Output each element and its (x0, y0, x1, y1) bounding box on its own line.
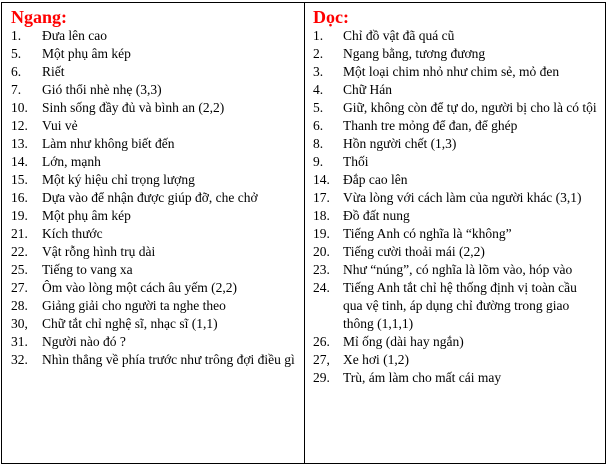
down-clue (313, 171, 599, 189)
clue-text: Đắp cao lên (343, 172, 408, 187)
clue-text: Một ký hiệu chỉ trọng lượng (42, 172, 195, 187)
down-clue (313, 45, 599, 63)
down-clue (313, 27, 599, 45)
clue-text: Giữ, không còn để tự do, người bị cho là có tội (343, 100, 597, 115)
clue-number: 12. (11, 118, 28, 133)
across-heading: Ngang: (11, 7, 68, 27)
clue-text: Nhìn thẳng về phía trước như trông đợi điều gì (42, 352, 295, 367)
clue-number: 26. (313, 334, 330, 349)
down-clue (313, 207, 599, 225)
clue-text: Ôm vào lòng một cách âu yếm (2,2) (42, 280, 237, 295)
down-clue (313, 261, 599, 279)
down-clue-list (313, 27, 599, 387)
clue-text: Chữ tắt chỉ nghệ sĩ, nhạc sĩ (1,1) (42, 316, 218, 331)
clue-number: 6. (11, 64, 22, 79)
clue-number: 31. (11, 334, 28, 349)
down-clue (313, 63, 599, 81)
across-clue (11, 171, 300, 189)
clue-number: 13. (11, 136, 28, 151)
across-clue (11, 189, 300, 207)
clue-number: 20. (313, 244, 330, 259)
down-clue (313, 153, 599, 171)
across-clue (11, 351, 300, 369)
clue-number: 10. (11, 100, 28, 115)
clue-text: Thanh tre mỏng để đan, để ghép (343, 118, 518, 133)
clue-text: Một loại chim nhỏ như chim sẻ, mỏ đen (343, 64, 560, 79)
clue-text: Tiếng cười thoải mái (2,2) (343, 244, 485, 259)
clue-text: Một phụ âm kép (42, 208, 131, 223)
clue-number: 15. (11, 172, 28, 187)
clue-number: 17. (313, 190, 330, 205)
clue-text: Vui vẻ (42, 118, 78, 133)
down-clue (313, 99, 599, 117)
clue-number: 18. (313, 208, 330, 223)
clue-text: Riết (42, 64, 65, 79)
clue-text: Làm như không biết đến (42, 136, 175, 151)
across-clue (11, 225, 300, 243)
across-clue (11, 27, 300, 45)
down-clue (313, 117, 599, 135)
clue-text: Giảng giải cho người ta nghe theo (42, 298, 226, 313)
clue-text: Đưa lên cao (42, 28, 108, 43)
down-clue (313, 135, 599, 153)
clue-number: 22. (11, 244, 28, 259)
clue-text: Thối (343, 154, 369, 169)
across-clue (11, 153, 300, 171)
clue-number: 25. (11, 262, 28, 277)
clue-number: 27. (11, 280, 28, 295)
clue-number: 9. (313, 154, 324, 169)
clue-text: Ngang bằng, tương đương (343, 46, 486, 61)
across-column (2, 3, 305, 463)
down-clue (313, 81, 599, 99)
clue-number: 4. (313, 82, 324, 97)
clue-number: 6. (313, 118, 324, 133)
clue-number: 1. (11, 28, 22, 43)
across-clue (11, 135, 300, 153)
across-clue (11, 297, 300, 315)
clue-text: Chỉ đồ vật đã quá cũ (343, 28, 455, 43)
across-clue (11, 315, 300, 333)
clue-number: 1. (313, 28, 324, 43)
clue-number: 14. (313, 172, 330, 187)
clue-text: Lớn, mạnh (42, 154, 101, 169)
down-clue (313, 369, 599, 387)
clue-text: Chữ Hán (343, 82, 392, 97)
clue-text: Sinh sống đầy đủ và bình an (2,2) (42, 100, 225, 115)
clue-text: Dựa vào để nhận được giúp đỡ, che chở (42, 190, 258, 205)
clue-text: Như “núng”, có nghĩa là lõm vào, hóp vào (343, 262, 573, 277)
across-clue (11, 243, 300, 261)
clue-number: 24. (313, 280, 330, 295)
clue-text: Vừa lòng với cách làm của người khác (3,1) (343, 190, 582, 205)
clue-text: Một phụ âm kép (42, 46, 131, 61)
clue-text: Hồn người chết (1,3) (343, 136, 457, 151)
clue-number: 32. (11, 352, 28, 367)
clue-number: 19. (313, 226, 330, 241)
clue-table (1, 2, 606, 464)
clue-text: Đồ đất nung (343, 208, 410, 223)
clue-text: Tiếng to vang xa (42, 262, 133, 277)
clue-text: Trù, ám làm cho mất cái may (343, 370, 502, 385)
down-clue (313, 243, 599, 261)
down-column (305, 3, 605, 463)
down-heading: Dọc: (313, 7, 349, 27)
clue-number: 8. (313, 136, 324, 151)
clue-number: 27, (313, 352, 330, 367)
down-clue (313, 351, 599, 369)
clue-text: Xe hơi (1,2) (343, 352, 409, 367)
across-clue (11, 207, 300, 225)
clue-number: 19. (11, 208, 28, 223)
clue-number: 29. (313, 370, 330, 385)
across-clue-list (11, 27, 300, 369)
clue-text: Người nào đó ? (42, 334, 126, 349)
across-clue (11, 261, 300, 279)
across-clue (11, 117, 300, 135)
down-clue (313, 333, 599, 351)
across-clue (11, 63, 300, 81)
clue-number: 2. (313, 46, 324, 61)
clue-number: 21. (11, 226, 28, 241)
across-clue (11, 279, 300, 297)
clue-text: Vật rỗng hình trụ dài (42, 244, 156, 259)
clue-text: Gió thổi nhè nhẹ (3,3) (42, 82, 162, 97)
across-clue (11, 99, 300, 117)
down-clue (313, 279, 599, 333)
down-clue (313, 189, 599, 207)
across-clue (11, 45, 300, 63)
clue-number: 3. (313, 64, 324, 79)
clue-number: 23. (313, 262, 330, 277)
down-clue (313, 225, 599, 243)
clue-text: Tiếng Anh tắt chỉ hệ thống định vị toàn cầu qua vệ tinh, áp dụng chỉ đường trong giao thông (1,1,1) (343, 280, 577, 331)
clue-number: 14. (11, 154, 28, 169)
across-clue (11, 81, 300, 99)
clue-text: Mỉ ống (dài hay ngắn) (343, 334, 464, 349)
clue-number: 5. (11, 46, 22, 61)
clue-number: 30, (11, 316, 28, 331)
clue-number: 7. (11, 82, 22, 97)
clue-number: 28. (11, 298, 28, 313)
across-clue (11, 333, 300, 351)
clue-number: 5. (313, 100, 324, 115)
clue-text: Tiếng Anh có nghĩa là “không” (343, 226, 512, 241)
clue-text: Kích thước (42, 226, 103, 241)
clue-number: 16. (11, 190, 28, 205)
